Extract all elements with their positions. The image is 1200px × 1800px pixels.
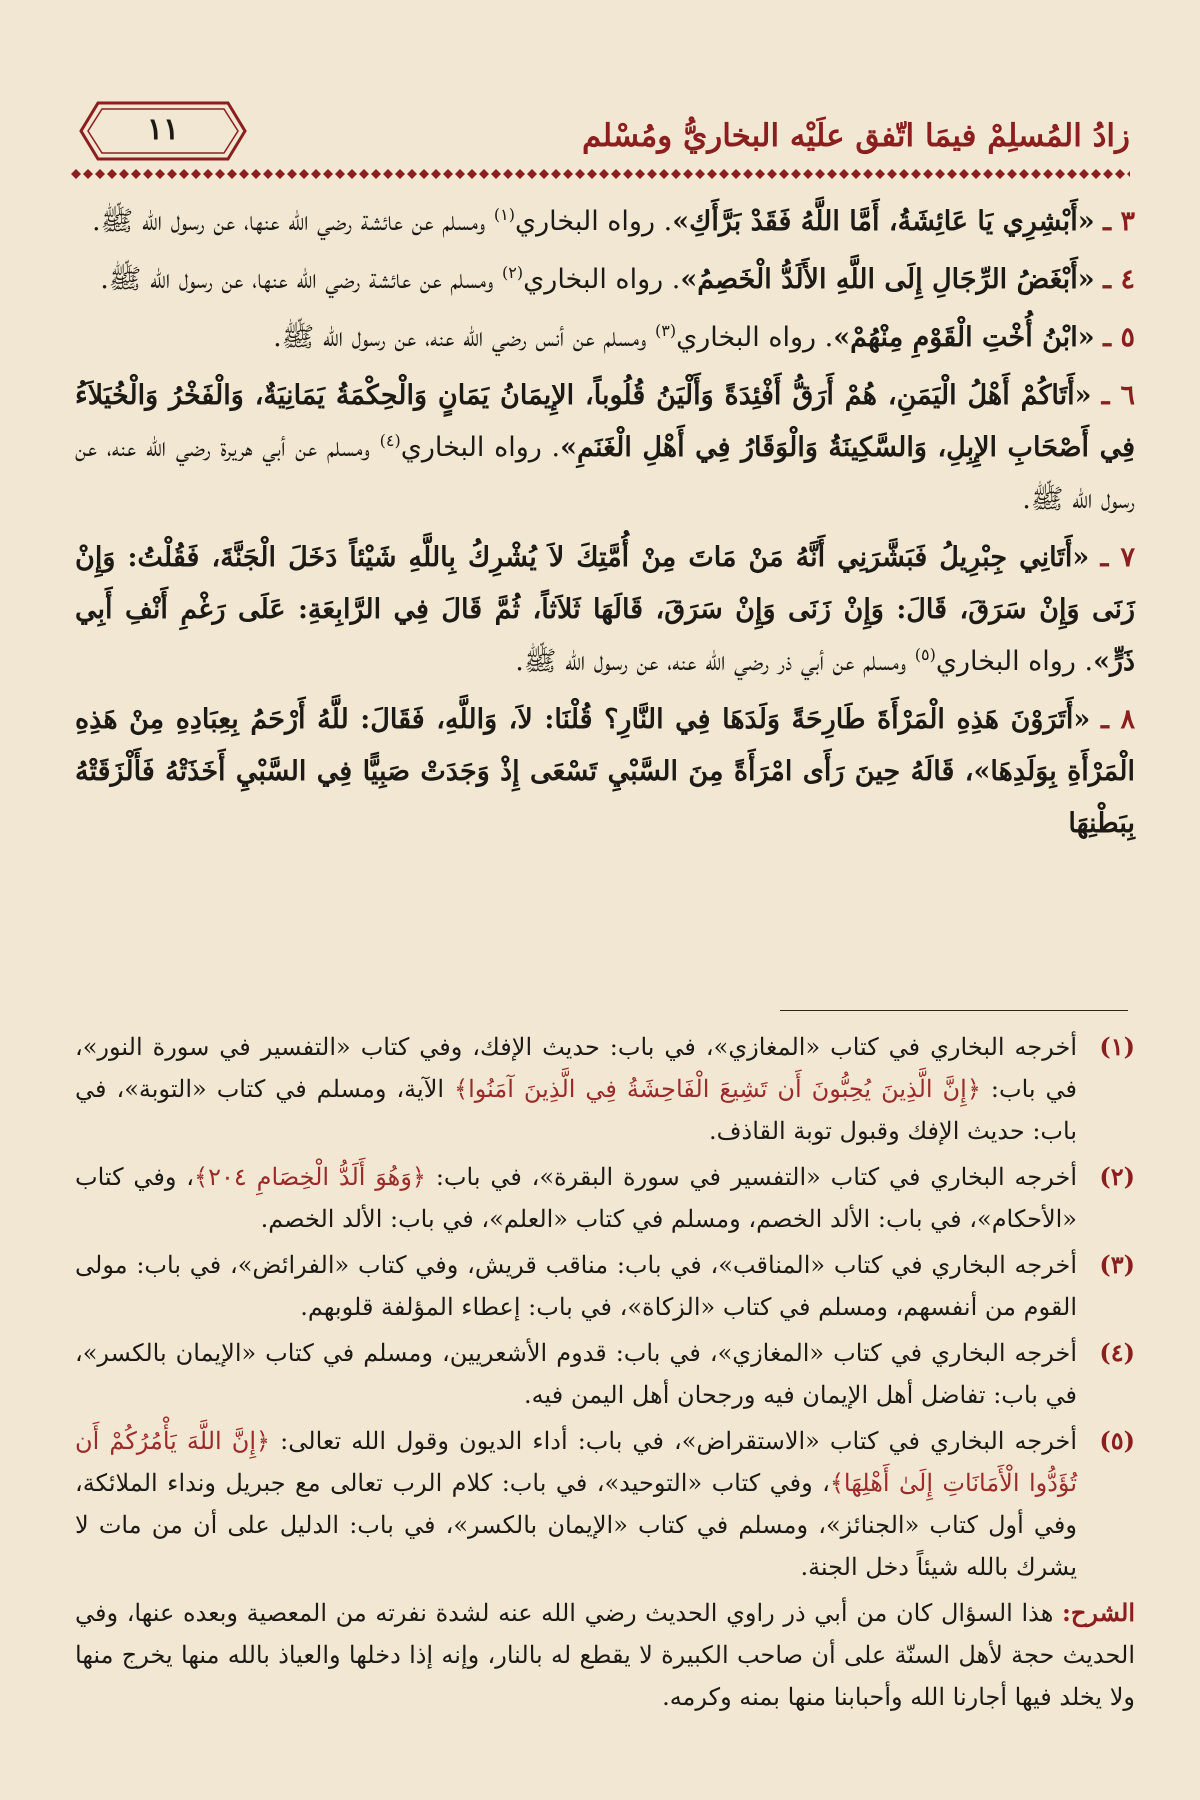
footnote-ref[interactable]: (٥) [914,645,936,664]
footnote-text-part: أخرجه البخاري في كتاب «التفسير في سورة البقرة»، في باب: [426,1163,1077,1191]
hadith-narration: . رواه البخاري [523,264,681,295]
hadith-6 [75,370,1135,526]
hadith-quote: «ابْنُ أُخْتِ الْقَوْمِ مِنْهُمْ» [833,322,1095,353]
hadith-number: ٦ ـ [1101,380,1135,411]
quran-verse: ﴿إِنَّ الَّذِينَ يُحِبُّونَ أَن تَشِيعَ الْفَاحِشَةُ فِي الَّذِينَ آمَنُوا﴾ [454,1075,981,1103]
footnote-text-part: الآية، ومسلم في كتاب «التوبة»، في باب: حديث الإفك وقبول توبة القاذف. [75,1075,1077,1145]
hadith-narration: . رواه البخاري [935,646,1094,677]
commentary-text: هذا السؤال كان من أبي ذر راوي الحديث رضي الله عنه لشدة نفرته من المعصية وبعده عنها، وفي الحديث حجة لأهل السنّة على أن صاحب الكبيرة لا يقطع له بالنار، وإنه إذا دخلها والعياذ بالله منها يخرج منها ولا يخلد فيها أجارنا الله وأحبابنا منها بمنه وكرمه. [75,1599,1136,1711]
footnote-4 [75,1332,1135,1416]
commentary [75,1592,1135,1718]
footnote-1 [75,1026,1135,1152]
footnote-number: (١) [1099,1032,1135,1061]
footnote-number: (٢) [1099,1162,1135,1191]
hadith-5 [75,312,1135,364]
footnote-ref[interactable]: (١) [493,205,515,224]
footnote-text [75,1026,1077,1152]
footnote-number: (٣) [1099,1250,1135,1279]
footnote-text [75,1156,1077,1240]
hadith-narration: . رواه البخاري [400,432,561,463]
footnote-text-part: أخرجه البخاري في كتاب «المغازي»، في باب: قدوم الأشعريين، ومسلم في كتاب «الإيمان بالكسر»، في باب: تفاضل أهل الإيمان فيه ورجحان أهل اليمن فيه. [75,1339,1077,1409]
footnote-3 [75,1244,1135,1328]
footnote-divider [780,1010,1128,1011]
hadith-narration-rest: ومسلم عن أنس رضي الله عنه، عن رسول الله ﷺ. [273,322,655,353]
footnote-text-part: ، وفي كتاب «التوحيد»، في باب: كلام الرب تعالى مع جبريل ونداء الملائكة، وفي أول كتاب «الجنائز»، ومسلم في كتاب «الإيمان بالكسر»، في باب: الدليل على أن من مات لا يشرك بالله شيئاً دخل الجنة. [75,1469,1077,1581]
hadith-number: ٣ ـ [1103,206,1135,237]
ornamental-divider [70,168,1130,180]
hadith-narration-rest: ومسلم عن عائشة رضي الله عنها، عن رسول الله ﷺ. [100,264,503,295]
hadith-quote: «أَبْغَضُ الرِّجَالِ إِلَى اللَّهِ الأَلَدُّ الْخَصِمُ» [680,264,1095,295]
footnote-5 [75,1420,1135,1588]
hadith-8 [75,694,1135,850]
hadith-quote: «أَتَانِي جِبْرِيلُ فَبَشَّرَنِي أَنَّهُ مَنْ مَاتَ مِنْ أُمَّتِكَ لاَ يُشْرِكُ بِاللَّهِ شَيْئاً دَخَلَ الْجَنَّةَ، فَقُلْتُ: وَإِنْ زَنَى وَإِنْ سَرَقَ، قَالَ: وَإِنْ زَنَى وَإِنْ سَرَقَ، قَالَهَا ثَلاَثاً، ثُمَّ قَالَ فِي الرَّابِعَةِ: عَلَى رَغْمِ أَنْفِ أَبِي ذَرٍّ» [75,542,1135,677]
footnote-text-part: أخرجه البخاري في كتاب «الاستقراض»، في باب: أداء الديون وقول الله تعالى: [270,1427,1077,1455]
quran-verse: ﴿إِنَّ اللَّهَ يَأْمُرُكُمْ أَن تُؤَدُّوا الْأَمَانَاتِ إِلَىٰ أَهْلِهَا﴾ [75,1427,1077,1497]
hadith-number: ٥ ـ [1103,322,1135,353]
hadith-quote: «أَبْشِرِي يَا عَائِشَةُ، أَمَّا اللَّهُ فَقَدْ بَرَّأَكِ» [672,206,1095,237]
hadith-number: ٧ ـ [1100,542,1135,573]
footnote-text [75,1420,1077,1588]
footnote-text-part: أخرجه البخاري في كتاب «المناقب»، في باب: مناقب قريش، وفي كتاب «الفرائض»، في باب: مولى القوم من أنفسهم، ومسلم في كتاب «الزكاة»، في باب: إعطاء المؤلفة قلوبهم. [75,1251,1077,1321]
hadith-quote: «أَتَاكُمْ أَهْلُ الْيَمَنِ، هُمْ أَرَقُّ أَفْئِدَةً وَأَلْيَنُ قُلُوباً، الإِيمَانُ يَمَانٍ وَالْحِكْمَةُ يَمَانِيَةٌ، وَالْفَخْرُ وَالْخُيَلاَءُ فِي أَصْحَابِ الإِبِلِ، وَالسَّكِينَةُ وَالْوَقَارُ فِي أَهْلِ الْغَنَمِ» [75,380,1135,463]
hadith-narration-rest: ومسلم عن أبي هريرة رضي الله عنه، عن رسول الله ﷺ. [75,432,1135,515]
hadith-narration-rest: ومسلم عن أبي ذر رضي الله عنه، عن رسول الله ﷺ. [515,646,915,677]
footnote-text [75,1332,1077,1416]
running-title: زادُ المُسلِمْ فيمَا اتّفق علَيْه البخاريُّ ومُسْلم [582,118,1130,154]
footnotes [75,1026,1135,1718]
page-number: ١١ [146,112,180,147]
footnote-number: (٥) [1099,1426,1135,1455]
hadith-3 [75,196,1135,248]
hadith-list [75,196,1135,856]
footnote-text-part: ، وفي كتاب «الأحكام»، في باب: الألد الخصم، ومسلم في كتاب «العلم»، في باب: الألد الخصم. [75,1163,1077,1233]
commentary-label: الشرح: [1062,1598,1135,1627]
footnote-2 [75,1156,1135,1240]
footnote-text [75,1244,1077,1328]
quran-verse: ﴿وَهُوَ أَلَدُّ الْخِصَامِ ٢٠٤﴾ [194,1163,426,1191]
hadith-narration: . رواه البخاري [676,322,834,353]
hadith-7 [75,532,1135,688]
footnote-ref[interactable]: (٤) [379,431,401,450]
footnote-ref[interactable]: (٢) [502,263,524,282]
footnote-ref[interactable]: (٣) [654,321,677,340]
footnote-text-part: أخرجه البخاري في كتاب «المغازي»، في باب: حديث الإفك، وفي كتاب «التفسير في سورة النور»، في باب: [75,1033,1077,1103]
page-header [70,100,1130,170]
footnote-number: (٤) [1099,1338,1135,1367]
hadith-narration-rest: ومسلم عن عائشة رضي الله عنها، عن رسول الله ﷺ. [92,206,494,237]
hadith-narration: . رواه البخاري [515,206,673,237]
hadith-quote: «أَتَرَوْنَ هَذِهِ الْمَرْأَةَ طَارِحَةً وَلَدَهَا فِي النَّارِ؟ قُلْنَا: لاَ، وَاللَّهِ، فَقَالَ: للَّهُ أَرْحَمُ بِعِبَادِهِ مِنْ هَذِهِ الْمَرْأَةِ بِوَلَدِهَا»، قَالَهُ حِينَ رَأَى امْرَأَةً مِنَ السَّبْيِ تَسْعَى إِذْ وَجَدَتْ صَبِيًّا فِي السَّبْيِ أَخَذَتْهُ فَأَلْزَقَتْهُ بِبَطْنِهَا [75,704,1135,839]
hadith-number: ٨ ـ [1101,704,1135,735]
hadith-number: ٤ ـ [1103,264,1135,295]
page-number-frame [78,100,248,162]
hadith-4 [75,254,1135,306]
